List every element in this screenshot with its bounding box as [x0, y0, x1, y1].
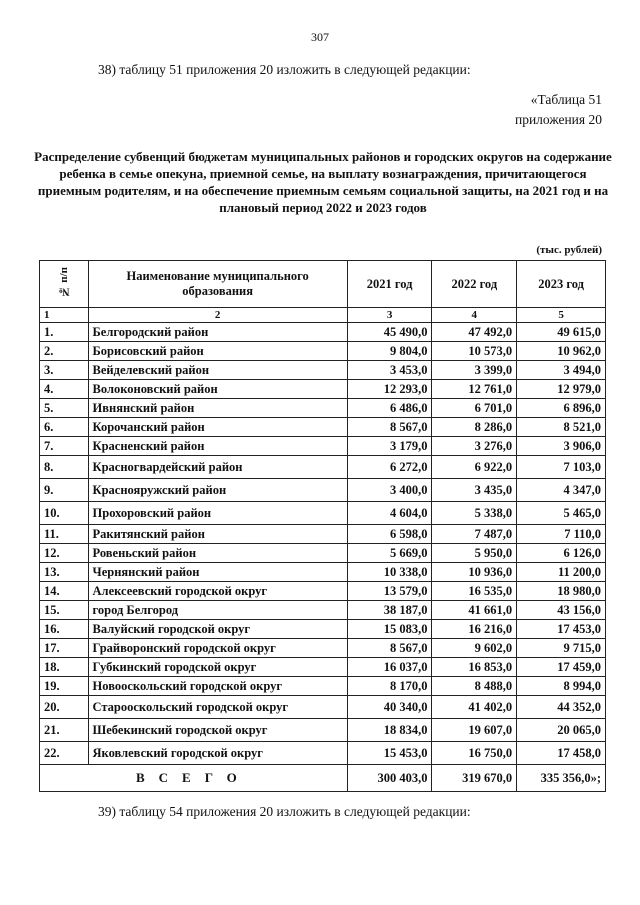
- row-name: Корочанский район: [88, 418, 347, 437]
- table-row: [40, 620, 606, 639]
- row-value-2021: 6 486,0: [347, 399, 432, 418]
- row-value-2023: 9 715,0: [517, 639, 606, 658]
- table-row: [40, 323, 606, 342]
- row-number: 17.: [40, 639, 89, 658]
- row-value-2022: 16 750,0: [432, 742, 517, 765]
- row-number: 21.: [40, 719, 89, 742]
- table-reference-line-2: приложения 20: [514, 112, 602, 127]
- column-number: 3: [347, 308, 432, 323]
- row-name: Ракитянский район: [88, 525, 347, 544]
- column-number-row: [40, 308, 606, 323]
- row-value-2023: 7 110,0: [517, 525, 606, 544]
- row-value-2023: 6 896,0: [517, 399, 606, 418]
- row-value-2021: 5 669,0: [347, 544, 432, 563]
- table-row: [40, 525, 606, 544]
- row-name: Ивнянский район: [88, 399, 347, 418]
- row-value-2023: 6 126,0: [517, 544, 606, 563]
- row-value-2023: 11 200,0: [517, 563, 606, 582]
- row-value-2023: 49 615,0: [517, 323, 606, 342]
- row-value-2022: 16 853,0: [432, 658, 517, 677]
- row-value-2022: 7 487,0: [432, 525, 517, 544]
- total-2022: 319 670,0: [432, 765, 517, 792]
- row-value-2021: 15 453,0: [347, 742, 432, 765]
- row-value-2023: 20 065,0: [517, 719, 606, 742]
- row-value-2023: 8 994,0: [517, 677, 606, 696]
- table-row: [40, 502, 606, 525]
- table-row: [40, 456, 606, 479]
- row-number: 19.: [40, 677, 89, 696]
- row-value-2021: 15 083,0: [347, 620, 432, 639]
- row-name: Яковлевский городской округ: [88, 742, 347, 765]
- row-number: 6.: [40, 418, 89, 437]
- table-row: [40, 418, 606, 437]
- header-2021: 2021 год: [347, 261, 432, 308]
- table-row: [40, 479, 606, 502]
- header-2022: 2022 год: [432, 261, 517, 308]
- row-number: 4.: [40, 380, 89, 399]
- table-reference-line-1: «Таблица 51: [530, 92, 602, 107]
- table-row: [40, 658, 606, 677]
- column-number: 1: [40, 308, 89, 323]
- row-number: 12.: [40, 544, 89, 563]
- table-row: [40, 399, 606, 418]
- row-value-2021: 13 579,0: [347, 582, 432, 601]
- row-name: Красненский район: [88, 437, 347, 456]
- table-row: [40, 677, 606, 696]
- total-2021: 300 403,0: [347, 765, 432, 792]
- row-value-2022: 12 761,0: [432, 380, 517, 399]
- row-value-2022: 41 661,0: [432, 601, 517, 620]
- row-value-2023: 18 980,0: [517, 582, 606, 601]
- table-row: [40, 544, 606, 563]
- row-value-2021: 9 804,0: [347, 342, 432, 361]
- row-number: 9.: [40, 479, 89, 502]
- table-row: [40, 696, 606, 719]
- row-value-2021: 38 187,0: [347, 601, 432, 620]
- table-header-row: [40, 261, 606, 308]
- row-value-2021: 16 037,0: [347, 658, 432, 677]
- row-value-2022: 6 701,0: [432, 399, 517, 418]
- row-value-2022: 3 399,0: [432, 361, 517, 380]
- table-row: [40, 342, 606, 361]
- row-name: Чернянский район: [88, 563, 347, 582]
- row-value-2022: 16 216,0: [432, 620, 517, 639]
- row-value-2023: 17 453,0: [517, 620, 606, 639]
- table-row: [40, 582, 606, 601]
- row-value-2021: 8 170,0: [347, 677, 432, 696]
- table-row: [40, 563, 606, 582]
- row-value-2021: 3 179,0: [347, 437, 432, 456]
- row-number: 14.: [40, 582, 89, 601]
- table-row: [40, 719, 606, 742]
- row-number: 13.: [40, 563, 89, 582]
- row-name: Грайворонский городской округ: [88, 639, 347, 658]
- row-number: 8.: [40, 456, 89, 479]
- row-name: Белгородский район: [88, 323, 347, 342]
- row-value-2021: 18 834,0: [347, 719, 432, 742]
- table-title: Распределение субвенций бюджетам муниципальных районов и городских округов на содержание ребенка в семье опекуна, приемной семье, на выплату вознаграждения, причитающегося приемным родителям, и на обеспечение приемным семьям социальной защиты, на 2021 год и на плановый период 2022 и 2023 годов: [34, 149, 612, 215]
- table-row: [40, 639, 606, 658]
- row-value-2023: 3 906,0: [517, 437, 606, 456]
- row-value-2023: 8 521,0: [517, 418, 606, 437]
- row-name: Борисовский район: [88, 342, 347, 361]
- row-number: 10.: [40, 502, 89, 525]
- row-value-2021: 3 400,0: [347, 479, 432, 502]
- row-number: 15.: [40, 601, 89, 620]
- column-number: 2: [88, 308, 347, 323]
- page-number: 307: [311, 30, 329, 44]
- row-name: Ровеньский район: [88, 544, 347, 563]
- row-value-2023: 17 459,0: [517, 658, 606, 677]
- row-name: Алексеевский городской округ: [88, 582, 347, 601]
- row-value-2021: 6 272,0: [347, 456, 432, 479]
- table-reference: [515, 90, 602, 130]
- table-row: [40, 742, 606, 765]
- row-value-2023: 4 347,0: [517, 479, 606, 502]
- row-value-2022: 5 950,0: [432, 544, 517, 563]
- row-number: 22.: [40, 742, 89, 765]
- row-value-2023: 17 458,0: [517, 742, 606, 765]
- table-row: [40, 437, 606, 456]
- row-value-2023: 43 156,0: [517, 601, 606, 620]
- table-row: [40, 601, 606, 620]
- row-number: 2.: [40, 342, 89, 361]
- total-2023: 335 356,0»;: [517, 765, 606, 792]
- row-value-2022: 10 936,0: [432, 563, 517, 582]
- row-value-2022: 8 488,0: [432, 677, 517, 696]
- row-value-2022: 5 338,0: [432, 502, 517, 525]
- row-name: Краснояружский район: [88, 479, 347, 502]
- row-number: 3.: [40, 361, 89, 380]
- total-row: [40, 765, 606, 792]
- header-name: Наименование муниципального образования: [88, 261, 347, 308]
- row-value-2023: 3 494,0: [517, 361, 606, 380]
- table-row: [40, 380, 606, 399]
- subsidy-table: [39, 260, 606, 792]
- row-name: Вейделевский район: [88, 361, 347, 380]
- row-number: 11.: [40, 525, 89, 544]
- row-value-2022: 3 276,0: [432, 437, 517, 456]
- total-label: ВСЕГО: [40, 765, 348, 792]
- row-value-2022: 8 286,0: [432, 418, 517, 437]
- row-name: Валуйский городской округ: [88, 620, 347, 639]
- row-value-2022: 41 402,0: [432, 696, 517, 719]
- row-value-2023: 44 352,0: [517, 696, 606, 719]
- row-number: 20.: [40, 696, 89, 719]
- row-value-2021: 45 490,0: [347, 323, 432, 342]
- row-value-2021: 8 567,0: [347, 418, 432, 437]
- column-number: 4: [432, 308, 517, 323]
- row-value-2023: 5 465,0: [517, 502, 606, 525]
- row-value-2022: 19 607,0: [432, 719, 517, 742]
- column-number: 5: [517, 308, 606, 323]
- amendment-instruction-39: 39) таблицу 54 приложения 20 изложить в следующей редакции:: [98, 804, 471, 819]
- amendment-instruction-38: 38) таблицу 51 приложения 20 изложить в следующей редакции:: [98, 62, 471, 77]
- row-value-2021: 3 453,0: [347, 361, 432, 380]
- row-number: 5.: [40, 399, 89, 418]
- row-value-2022: 6 922,0: [432, 456, 517, 479]
- row-name: Шебекинский городской округ: [88, 719, 347, 742]
- row-value-2021: 4 604,0: [347, 502, 432, 525]
- row-name: Прохоровский район: [88, 502, 347, 525]
- row-value-2023: 12 979,0: [517, 380, 606, 399]
- units-label: (тыс. рублей): [536, 244, 602, 256]
- row-number: 1.: [40, 323, 89, 342]
- row-value-2021: 40 340,0: [347, 696, 432, 719]
- row-value-2021: 12 293,0: [347, 380, 432, 399]
- row-value-2022: 3 435,0: [432, 479, 517, 502]
- row-value-2023: 7 103,0: [517, 456, 606, 479]
- row-value-2021: 10 338,0: [347, 563, 432, 582]
- row-name: Новооскольский городской округ: [88, 677, 347, 696]
- row-number: 7.: [40, 437, 89, 456]
- row-value-2022: 9 602,0: [432, 639, 517, 658]
- row-value-2021: 6 598,0: [347, 525, 432, 544]
- header-2023: 2023 год: [517, 261, 606, 308]
- table-body: [40, 323, 606, 765]
- row-value-2023: 10 962,0: [517, 342, 606, 361]
- row-value-2022: 47 492,0: [432, 323, 517, 342]
- row-name: город Белгород: [88, 601, 347, 620]
- row-value-2021: 8 567,0: [347, 639, 432, 658]
- row-name: Волоконовский район: [88, 380, 347, 399]
- table-row: [40, 361, 606, 380]
- row-number: 16.: [40, 620, 89, 639]
- row-value-2022: 16 535,0: [432, 582, 517, 601]
- row-value-2022: 10 573,0: [432, 342, 517, 361]
- row-name: Старооскольский городской округ: [88, 696, 347, 719]
- header-number: № п/п: [40, 261, 89, 308]
- row-name: Красногвардейский район: [88, 456, 347, 479]
- row-name: Губкинский городской округ: [88, 658, 347, 677]
- row-number: 18.: [40, 658, 89, 677]
